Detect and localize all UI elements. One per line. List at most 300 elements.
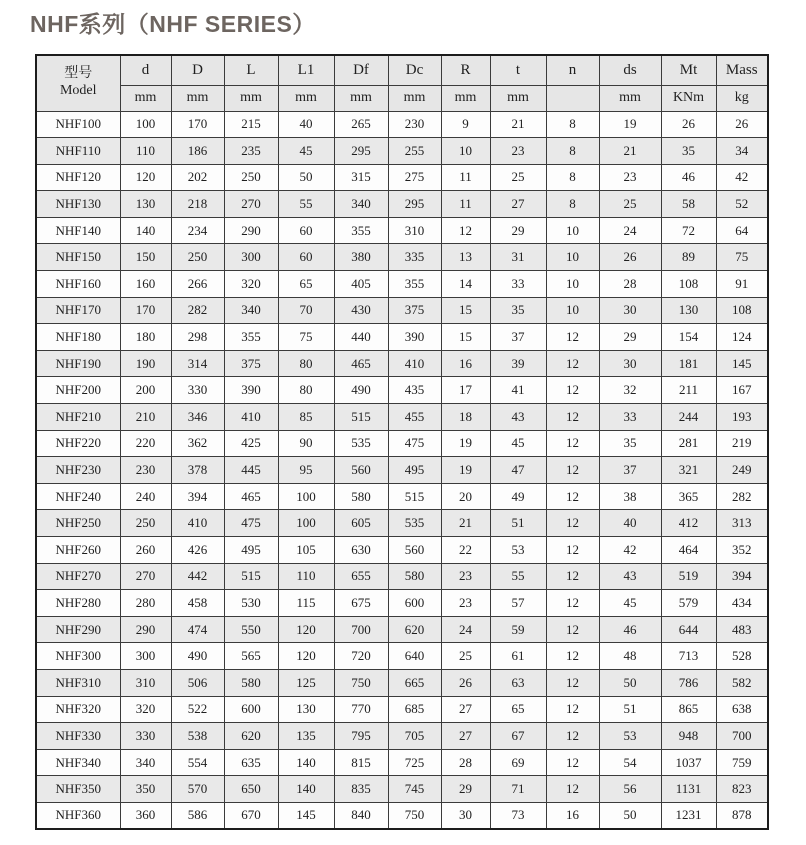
table-cell: 445 xyxy=(224,457,278,484)
table-cell: 250 xyxy=(224,164,278,191)
table-cell: 55 xyxy=(278,191,334,218)
table-cell: 582 xyxy=(716,669,768,696)
table-cell: 120 xyxy=(278,643,334,670)
table-cell: 75 xyxy=(716,244,768,271)
table-cell: 115 xyxy=(278,590,334,617)
column-header-t: t xyxy=(490,55,546,85)
table-cell: 67 xyxy=(490,723,546,750)
model-cell: NHF110 xyxy=(36,138,120,165)
table-row xyxy=(36,563,768,590)
table-cell: 91 xyxy=(716,271,768,298)
table-cell: 670 xyxy=(224,802,278,829)
table-cell: 600 xyxy=(388,590,441,617)
table-cell: 340 xyxy=(224,297,278,324)
table-cell: 24 xyxy=(599,217,661,244)
table-cell: 640 xyxy=(388,643,441,670)
table-cell: 528 xyxy=(716,643,768,670)
model-cell: NHF290 xyxy=(36,616,120,643)
table-cell: 12 xyxy=(441,217,490,244)
table-cell: 390 xyxy=(388,324,441,351)
column-header-d: D xyxy=(171,55,224,85)
table-cell: 45 xyxy=(490,430,546,457)
column-header-ds: ds xyxy=(599,55,661,85)
table-cell: 154 xyxy=(661,324,716,351)
table-cell: 275 xyxy=(388,164,441,191)
model-header-zh: 型号 xyxy=(64,66,93,82)
table-cell: 600 xyxy=(224,696,278,723)
table-cell: 750 xyxy=(334,669,388,696)
table-cell: 330 xyxy=(171,377,224,404)
table-cell: 29 xyxy=(599,324,661,351)
model-cell: NHF360 xyxy=(36,802,120,829)
table-cell: 355 xyxy=(388,271,441,298)
table-cell: 378 xyxy=(171,457,224,484)
table-cell: 840 xyxy=(334,802,388,829)
table-cell: 12 xyxy=(546,377,599,404)
table-cell: 554 xyxy=(171,749,224,776)
table-cell: 56 xyxy=(599,776,661,803)
table-cell: 43 xyxy=(599,563,661,590)
table-cell: 330 xyxy=(120,723,171,750)
table-row xyxy=(36,669,768,696)
table-cell: 410 xyxy=(388,350,441,377)
table-cell: 823 xyxy=(716,776,768,803)
table-cell: 620 xyxy=(388,616,441,643)
table-cell: 394 xyxy=(171,483,224,510)
table-cell: 10 xyxy=(441,138,490,165)
table-cell: 31 xyxy=(490,244,546,271)
table-cell: 335 xyxy=(388,244,441,271)
table-cell: 193 xyxy=(716,404,768,431)
table-cell: 190 xyxy=(120,350,171,377)
table-cell: 210 xyxy=(120,404,171,431)
table-row xyxy=(36,616,768,643)
table-row xyxy=(36,217,768,244)
model-cell: NHF130 xyxy=(36,191,120,218)
table-cell: 15 xyxy=(441,324,490,351)
table-cell: 700 xyxy=(716,723,768,750)
table-cell: 38 xyxy=(599,483,661,510)
table-cell: 390 xyxy=(224,377,278,404)
column-unit-d: mm xyxy=(120,85,171,111)
table-cell: 46 xyxy=(661,164,716,191)
table-row xyxy=(36,723,768,750)
table-cell: 795 xyxy=(334,723,388,750)
table-cell: 235 xyxy=(224,138,278,165)
table-cell: 15 xyxy=(441,297,490,324)
table-row xyxy=(36,537,768,564)
table-cell: 282 xyxy=(716,483,768,510)
table-row xyxy=(36,483,768,510)
model-cell: NHF230 xyxy=(36,457,120,484)
table-cell: 124 xyxy=(716,324,768,351)
model-column-header xyxy=(36,55,120,111)
table-cell: 26 xyxy=(441,669,490,696)
table-cell: 26 xyxy=(716,111,768,138)
column-header-mass: Mass xyxy=(716,55,768,85)
table-cell: 55 xyxy=(490,563,546,590)
table-cell: 475 xyxy=(224,510,278,537)
table-row xyxy=(36,164,768,191)
table-cell: 8 xyxy=(546,191,599,218)
column-unit-l1: mm xyxy=(278,85,334,111)
table-cell: 170 xyxy=(120,297,171,324)
table-row xyxy=(36,749,768,776)
table-cell: 440 xyxy=(334,324,388,351)
table-cell: 23 xyxy=(599,164,661,191)
table-cell: 410 xyxy=(171,510,224,537)
table-cell: 1131 xyxy=(661,776,716,803)
table-cell: 39 xyxy=(490,350,546,377)
table-cell: 570 xyxy=(171,776,224,803)
table-cell: 100 xyxy=(278,483,334,510)
table-cell: 490 xyxy=(171,643,224,670)
table-cell: 11 xyxy=(441,191,490,218)
table-row xyxy=(36,138,768,165)
table-row xyxy=(36,191,768,218)
table-cell: 550 xyxy=(224,616,278,643)
table-cell: 490 xyxy=(334,377,388,404)
table-cell: 465 xyxy=(334,350,388,377)
table-cell: 65 xyxy=(490,696,546,723)
table-cell: 12 xyxy=(546,643,599,670)
table-cell: 21 xyxy=(599,138,661,165)
table-body xyxy=(36,111,768,829)
table-cell: 412 xyxy=(661,510,716,537)
column-unit-t: mm xyxy=(490,85,546,111)
table-cell: 538 xyxy=(171,723,224,750)
table-cell: 580 xyxy=(224,669,278,696)
table-cell: 355 xyxy=(334,217,388,244)
table-cell: 250 xyxy=(120,510,171,537)
table-cell: 72 xyxy=(661,217,716,244)
table-cell: 16 xyxy=(441,350,490,377)
table-cell: 50 xyxy=(599,669,661,696)
model-cell: NHF170 xyxy=(36,297,120,324)
table-cell: 23 xyxy=(490,138,546,165)
table-cell: 425 xyxy=(224,430,278,457)
table-cell: 120 xyxy=(120,164,171,191)
page-title: NHF系列（NHF SERIES） xyxy=(30,11,316,37)
table-cell: 535 xyxy=(388,510,441,537)
table-header xyxy=(36,55,768,111)
table-cell: 474 xyxy=(171,616,224,643)
table-cell: 71 xyxy=(490,776,546,803)
table-cell: 255 xyxy=(388,138,441,165)
table-cell: 430 xyxy=(334,297,388,324)
column-header-df: Df xyxy=(334,55,388,85)
table-cell: 725 xyxy=(388,749,441,776)
table-row xyxy=(36,111,768,138)
column-header-d: d xyxy=(120,55,171,85)
table-cell: 110 xyxy=(278,563,334,590)
table-cell: 14 xyxy=(441,271,490,298)
table-cell: 100 xyxy=(120,111,171,138)
table-cell: 230 xyxy=(388,111,441,138)
table-cell: 455 xyxy=(388,404,441,431)
table-cell: 234 xyxy=(171,217,224,244)
table-cell: 110 xyxy=(120,138,171,165)
table-cell: 750 xyxy=(388,802,441,829)
table-cell: 60 xyxy=(278,244,334,271)
table-cell: 12 xyxy=(546,723,599,750)
table-cell: 12 xyxy=(546,590,599,617)
table-cell: 394 xyxy=(716,563,768,590)
table-cell: 230 xyxy=(120,457,171,484)
table-cell: 53 xyxy=(599,723,661,750)
table-cell: 410 xyxy=(224,404,278,431)
table-cell: 522 xyxy=(171,696,224,723)
table-cell: 579 xyxy=(661,590,716,617)
table-cell: 346 xyxy=(171,404,224,431)
table-cell: 135 xyxy=(278,723,334,750)
table-cell: 140 xyxy=(120,217,171,244)
column-unit-mt: KNm xyxy=(661,85,716,111)
table-cell: 260 xyxy=(120,537,171,564)
table-cell: 24 xyxy=(441,616,490,643)
table-cell: 218 xyxy=(171,191,224,218)
model-cell: NHF150 xyxy=(36,244,120,271)
table-cell: 8 xyxy=(546,138,599,165)
table-cell: 21 xyxy=(490,111,546,138)
table-cell: 705 xyxy=(388,723,441,750)
table-cell: 145 xyxy=(716,350,768,377)
table-cell: 405 xyxy=(334,271,388,298)
model-cell: NHF320 xyxy=(36,696,120,723)
model-cell: NHF270 xyxy=(36,563,120,590)
table-cell: 270 xyxy=(224,191,278,218)
table-cell: 12 xyxy=(546,324,599,351)
table-cell: 52 xyxy=(716,191,768,218)
table-cell: 434 xyxy=(716,590,768,617)
table-cell: 298 xyxy=(171,324,224,351)
table-cell: 12 xyxy=(546,457,599,484)
table-cell: 42 xyxy=(716,164,768,191)
table-cell: 580 xyxy=(334,483,388,510)
table-cell: 200 xyxy=(120,377,171,404)
table-cell: 310 xyxy=(120,669,171,696)
table-cell: 644 xyxy=(661,616,716,643)
table-cell: 244 xyxy=(661,404,716,431)
table-cell: 638 xyxy=(716,696,768,723)
table-cell: 11 xyxy=(441,164,490,191)
table-cell: 43 xyxy=(490,404,546,431)
table-cell: 73 xyxy=(490,802,546,829)
table-cell: 320 xyxy=(224,271,278,298)
table-row xyxy=(36,297,768,324)
model-cell: NHF300 xyxy=(36,643,120,670)
table-cell: 130 xyxy=(278,696,334,723)
table-cell: 48 xyxy=(599,643,661,670)
table-cell: 878 xyxy=(716,802,768,829)
table-cell: 362 xyxy=(171,430,224,457)
table-cell: 50 xyxy=(278,164,334,191)
table-cell: 19 xyxy=(599,111,661,138)
table-cell: 21 xyxy=(441,510,490,537)
table-cell: 759 xyxy=(716,749,768,776)
table-cell: 630 xyxy=(334,537,388,564)
table-cell: 865 xyxy=(661,696,716,723)
table-cell: 13 xyxy=(441,244,490,271)
table-cell: 181 xyxy=(661,350,716,377)
table-cell: 30 xyxy=(599,350,661,377)
table-cell: 40 xyxy=(599,510,661,537)
table-cell: 635 xyxy=(224,749,278,776)
table-row xyxy=(36,696,768,723)
table-cell: 37 xyxy=(490,324,546,351)
table-cell: 9 xyxy=(441,111,490,138)
table-cell: 27 xyxy=(490,191,546,218)
column-unit-ds: mm xyxy=(599,85,661,111)
column-unit-d: mm xyxy=(171,85,224,111)
model-cell: NHF330 xyxy=(36,723,120,750)
table-cell: 80 xyxy=(278,350,334,377)
table-cell: 59 xyxy=(490,616,546,643)
table-row xyxy=(36,510,768,537)
column-header-l1: L1 xyxy=(278,55,334,85)
table-cell: 506 xyxy=(171,669,224,696)
table-cell: 1037 xyxy=(661,749,716,776)
table-row xyxy=(36,271,768,298)
table-cell: 281 xyxy=(661,430,716,457)
table-cell: 64 xyxy=(716,217,768,244)
table-cell: 380 xyxy=(334,244,388,271)
model-cell: NHF160 xyxy=(36,271,120,298)
table-cell: 37 xyxy=(599,457,661,484)
table-cell: 713 xyxy=(661,643,716,670)
table-cell: 1231 xyxy=(661,802,716,829)
table-cell: 786 xyxy=(661,669,716,696)
table-cell: 300 xyxy=(224,244,278,271)
table-cell: 35 xyxy=(490,297,546,324)
table-row xyxy=(36,457,768,484)
table-cell: 360 xyxy=(120,802,171,829)
table-cell: 170 xyxy=(171,111,224,138)
table-cell: 150 xyxy=(120,244,171,271)
table-cell: 355 xyxy=(224,324,278,351)
model-cell: NHF350 xyxy=(36,776,120,803)
model-cell: NHF260 xyxy=(36,537,120,564)
table-cell: 320 xyxy=(120,696,171,723)
table-cell: 270 xyxy=(120,563,171,590)
table-cell: 12 xyxy=(546,669,599,696)
table-cell: 12 xyxy=(546,430,599,457)
table-cell: 40 xyxy=(278,111,334,138)
table-cell: 12 xyxy=(546,537,599,564)
table-cell: 586 xyxy=(171,802,224,829)
table-cell: 700 xyxy=(334,616,388,643)
table-cell: 720 xyxy=(334,643,388,670)
table-cell: 685 xyxy=(388,696,441,723)
column-header-r: R xyxy=(441,55,490,85)
table-cell: 140 xyxy=(278,749,334,776)
table-cell: 605 xyxy=(334,510,388,537)
table-cell: 50 xyxy=(599,802,661,829)
table-cell: 45 xyxy=(278,138,334,165)
table-cell: 948 xyxy=(661,723,716,750)
table-cell: 315 xyxy=(334,164,388,191)
table-cell: 80 xyxy=(278,377,334,404)
table-cell: 130 xyxy=(120,191,171,218)
table-cell: 27 xyxy=(441,696,490,723)
table-cell: 70 xyxy=(278,297,334,324)
table-cell: 215 xyxy=(224,111,278,138)
table-cell: 29 xyxy=(490,217,546,244)
table-cell: 282 xyxy=(171,297,224,324)
table-cell: 27 xyxy=(441,723,490,750)
table-cell: 495 xyxy=(224,537,278,564)
table-cell: 249 xyxy=(716,457,768,484)
table-row xyxy=(36,776,768,803)
table-cell: 250 xyxy=(171,244,224,271)
table-cell: 35 xyxy=(661,138,716,165)
table-cell: 340 xyxy=(120,749,171,776)
table-cell: 295 xyxy=(334,138,388,165)
table-cell: 745 xyxy=(388,776,441,803)
table-cell: 28 xyxy=(599,271,661,298)
table-cell: 475 xyxy=(388,430,441,457)
column-header-dc: Dc xyxy=(388,55,441,85)
table-cell: 675 xyxy=(334,590,388,617)
column-unit-df: mm xyxy=(334,85,388,111)
table-cell: 10 xyxy=(546,244,599,271)
table-cell: 375 xyxy=(388,297,441,324)
table-cell: 220 xyxy=(120,430,171,457)
table-cell: 46 xyxy=(599,616,661,643)
model-cell: NHF210 xyxy=(36,404,120,431)
table-cell: 465 xyxy=(224,483,278,510)
table-cell: 280 xyxy=(120,590,171,617)
table-cell: 580 xyxy=(388,563,441,590)
table-row xyxy=(36,430,768,457)
table-cell: 458 xyxy=(171,590,224,617)
table-cell: 815 xyxy=(334,749,388,776)
table-cell: 12 xyxy=(546,350,599,377)
table-cell: 295 xyxy=(388,191,441,218)
table-cell: 314 xyxy=(171,350,224,377)
table-cell: 180 xyxy=(120,324,171,351)
table-cell: 20 xyxy=(441,483,490,510)
table-cell: 25 xyxy=(599,191,661,218)
header-row-labels xyxy=(36,55,768,85)
table-cell: 23 xyxy=(441,590,490,617)
table-cell: 519 xyxy=(661,563,716,590)
table-cell: 12 xyxy=(546,510,599,537)
table-cell: 560 xyxy=(334,457,388,484)
table-cell: 12 xyxy=(546,616,599,643)
table-cell: 770 xyxy=(334,696,388,723)
model-cell: NHF120 xyxy=(36,164,120,191)
table-cell: 17 xyxy=(441,377,490,404)
table-cell: 10 xyxy=(546,297,599,324)
table-cell: 365 xyxy=(661,483,716,510)
table-cell: 89 xyxy=(661,244,716,271)
table-cell: 10 xyxy=(546,271,599,298)
table-cell: 53 xyxy=(490,537,546,564)
table-cell: 535 xyxy=(334,430,388,457)
table-row xyxy=(36,404,768,431)
model-cell: NHF220 xyxy=(36,430,120,457)
column-header-n: n xyxy=(546,55,599,85)
table-cell: 12 xyxy=(546,696,599,723)
table-row xyxy=(36,244,768,271)
column-unit-dc: mm xyxy=(388,85,441,111)
table-cell: 35 xyxy=(599,430,661,457)
table-cell: 835 xyxy=(334,776,388,803)
table-cell: 75 xyxy=(278,324,334,351)
column-header-l: L xyxy=(224,55,278,85)
table-cell: 42 xyxy=(599,537,661,564)
